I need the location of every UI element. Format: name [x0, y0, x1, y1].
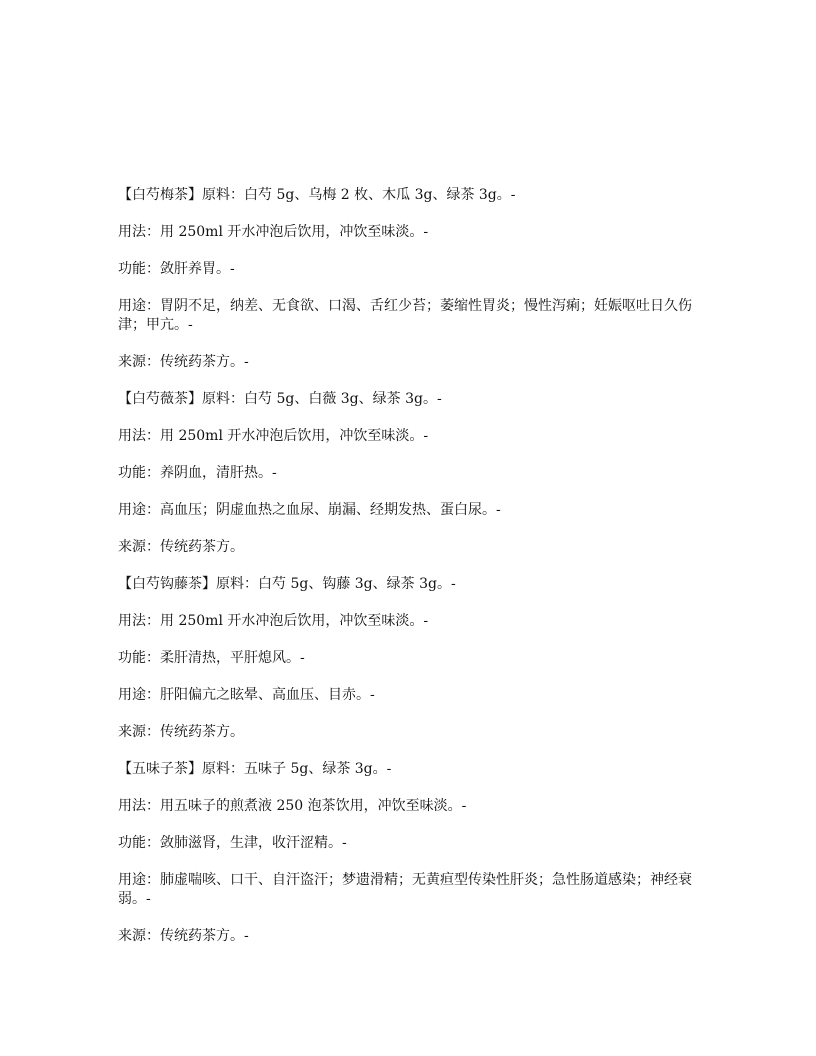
function-paragraph: 功能：养阴血，清肝热。- [118, 465, 277, 481]
indication-paragraph: 用途：高血压；阴虚血热之血尿、崩漏、经期发热、蛋白尿。- [118, 502, 501, 518]
source-paragraph: 来源：传统药茶方。 [118, 539, 244, 555]
source-paragraph: 来源：传统药茶方。 [118, 724, 244, 740]
usage-paragraph: 用法：用 250ml 开水冲泡后饮用，冲饮至味淡。- [118, 428, 429, 444]
function-paragraph: 功能：柔肝清热，平肝熄风。- [118, 650, 305, 666]
function-paragraph: 功能：敛肝养胃。- [118, 261, 235, 277]
document-body [118, 186, 703, 964]
usage-paragraph: 用法：用 250ml 开水冲泡后饮用，冲饮至味淡。- [118, 613, 429, 629]
recipe-title-paragraph: 【白芍薇茶】原料：白芍 5g、白薇 3g、绿茶 3g。- [118, 391, 442, 407]
recipe-title-paragraph: 【白芍钩藤茶】原料：白芍 5g、钩藤 3g、绿茶 3g。- [118, 576, 456, 592]
indication-paragraph: 用途：肺虚喘咳、口干、自汗盗汗；梦遗滑精；无黄疸型传染性肝炎；急性肠道感染；神经衰弱。- [118, 872, 692, 907]
source-paragraph: 来源：传统药茶方。- [118, 928, 249, 944]
recipe-title-paragraph: 【五味子茶】原料：五味子 5g、绿茶 3g。- [118, 761, 392, 777]
indication-paragraph: 用途：胃阴不足，纳差、无食欲、口渴、舌红少苔；萎缩性胃炎；慢性泻痢；妊娠呕吐日久伤津；甲亢。- [118, 298, 692, 333]
indication-paragraph: 用途：肝阳偏亢之眩晕、高血压、目赤。- [118, 687, 375, 703]
source-paragraph: 来源：传统药茶方。- [118, 354, 249, 370]
function-paragraph: 功能：敛肺滋肾，生津，收汗涩精。- [118, 835, 347, 851]
usage-paragraph: 用法：用五味子的煎煮液 250 泡茶饮用，冲饮至味淡。- [118, 798, 467, 814]
recipe-title-paragraph: 【白芍梅茶】原料：白芍 5g、乌梅 2 枚、木瓜 3g、绿茶 3g。- [118, 187, 516, 203]
usage-paragraph: 用法：用 250ml 开水冲泡后饮用，冲饮至味淡。- [118, 224, 429, 240]
